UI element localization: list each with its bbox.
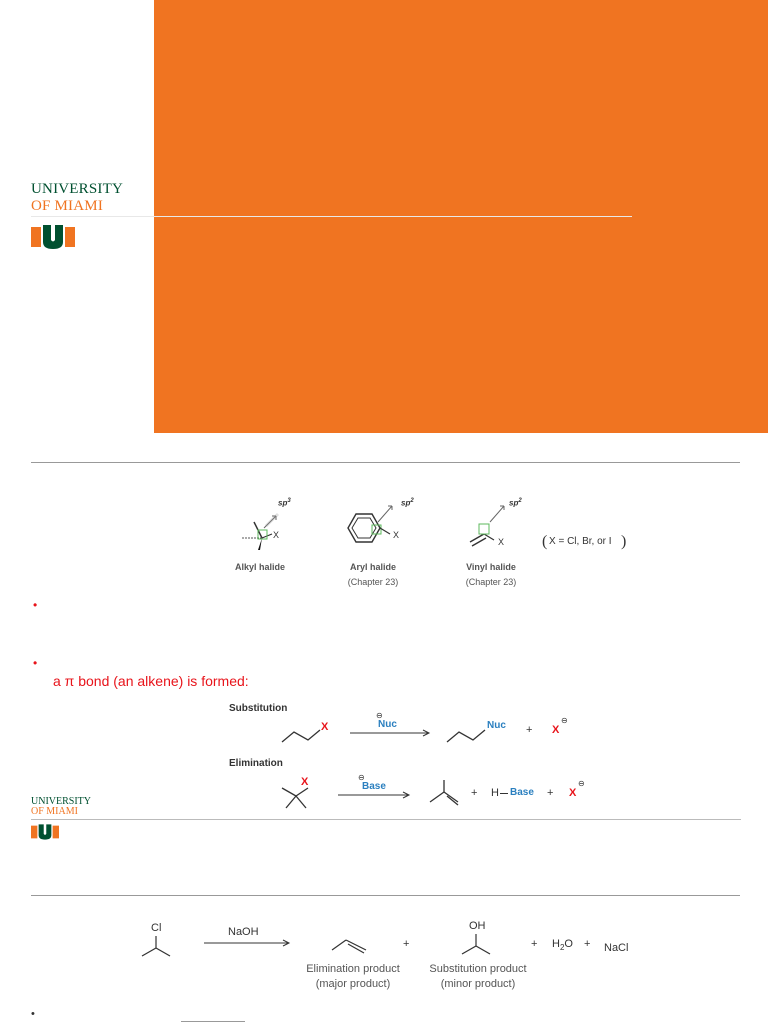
naoh-reagent: NaOH	[228, 926, 259, 938]
bullet-2: •	[33, 656, 38, 670]
university-u-logo-small	[31, 824, 59, 840]
leaving-group-charge-1: ⊖	[561, 716, 568, 725]
isopropanol-structure	[458, 932, 494, 958]
substitution-label: Substitution	[229, 703, 288, 714]
vinyl-halide-name: Vinyl halide	[466, 562, 516, 572]
nuc-charge-symbol: ⊖	[376, 711, 383, 720]
university-u-logo	[31, 225, 75, 249]
elimination-alkene-product	[426, 780, 466, 810]
nacl-product: NaCl	[604, 942, 629, 954]
slide2-bottom-rule	[31, 819, 741, 820]
slide3-reaction-arrow	[204, 939, 292, 947]
aryl-halide-structure	[336, 496, 406, 558]
elimination-plus-2: +	[547, 787, 554, 799]
bullet-2-continuation: a π bond (an alkene) is formed:	[53, 673, 249, 689]
aryl-halide-name: Aryl halide	[349, 562, 396, 572]
substitution-halogen: X	[321, 721, 329, 733]
reactant-chlorine: Cl	[151, 922, 162, 934]
slide3-plus-1: +	[403, 938, 410, 950]
university-wordmark-small-line2: OF MIAMI	[31, 806, 78, 817]
slide3-plus-3: +	[584, 938, 591, 950]
vinyl-halide-chapter: (Chapter 23)	[465, 577, 517, 587]
vinyl-hybrid-label: $sp^2$	[509, 498, 522, 508]
nacl-product-clipped	[604, 938, 630, 956]
leaving-group-charge-2: ⊖	[578, 779, 585, 788]
elimination-product-label: Elimination product	[306, 963, 400, 975]
base-charge-symbol: ⊖	[358, 773, 365, 782]
isopropyl-chloride-structure	[138, 934, 174, 960]
university-wordmark-small-line1: UNIVERSITY	[31, 796, 91, 807]
product-hydroxyl: OH	[469, 920, 486, 932]
alkyl-hybrid-label: $sp^3$	[278, 498, 291, 508]
slide3-bullet: •	[31, 1008, 35, 1020]
slide2-top-rule	[31, 462, 740, 463]
slide3-top-rule	[31, 895, 740, 896]
substitution-plus: +	[526, 724, 533, 736]
title-divider-line	[31, 216, 632, 217]
elimination-reagent: Base	[362, 781, 386, 792]
substitution-product-nuc: Nuc	[487, 720, 506, 731]
elimination-product-sublabel: (major product)	[315, 978, 391, 990]
elimination-plus-1: +	[471, 787, 478, 799]
alkyl-x-label: X	[273, 530, 280, 540]
propene-structure	[330, 934, 374, 954]
substitution-arrow	[350, 729, 432, 737]
vinyl-x-label: X	[498, 537, 505, 547]
substitution-leaving-group: X	[552, 724, 560, 736]
substitution-reactant-chain	[280, 718, 340, 746]
substitution-reagent: Nuc	[378, 719, 397, 730]
slide3-plus-2: +	[531, 938, 538, 950]
elimination-label: Elimination	[229, 758, 283, 769]
university-wordmark-line2: OF MIAMI	[31, 198, 104, 214]
elimination-leaving-group: X	[569, 787, 577, 799]
substitution-product-label: Substitution product	[429, 963, 527, 975]
x-definition-close-paren: )	[621, 533, 627, 550]
bullet-1: •	[33, 598, 38, 612]
elimination-arrow	[338, 791, 412, 799]
substitution-product-sublabel: (minor product)	[440, 978, 516, 990]
elimination-halogen: X	[301, 776, 309, 788]
aryl-halide-chapter: (Chapter 23)	[347, 577, 399, 587]
water-product: $H_2O$	[552, 938, 573, 953]
elimination-protonated-base: Base	[510, 787, 534, 798]
elimination-reactant	[278, 780, 318, 810]
alkyl-halide-name: Alkyl halide	[234, 562, 286, 572]
aryl-x-label: X	[393, 530, 400, 540]
x-definition-open-paren: (	[542, 533, 548, 550]
x-definition-text: X = Cl, Br, or I	[549, 536, 612, 547]
alkyl-halide-structure	[232, 496, 302, 556]
elimination-hydrogen: H	[491, 787, 499, 799]
slide3-underline-fragment	[181, 1021, 245, 1022]
aryl-hybrid-label: $sp^2$	[401, 498, 414, 508]
h-base-bond	[500, 793, 508, 794]
university-wordmark-line1: UNIVERSITY	[31, 181, 123, 197]
